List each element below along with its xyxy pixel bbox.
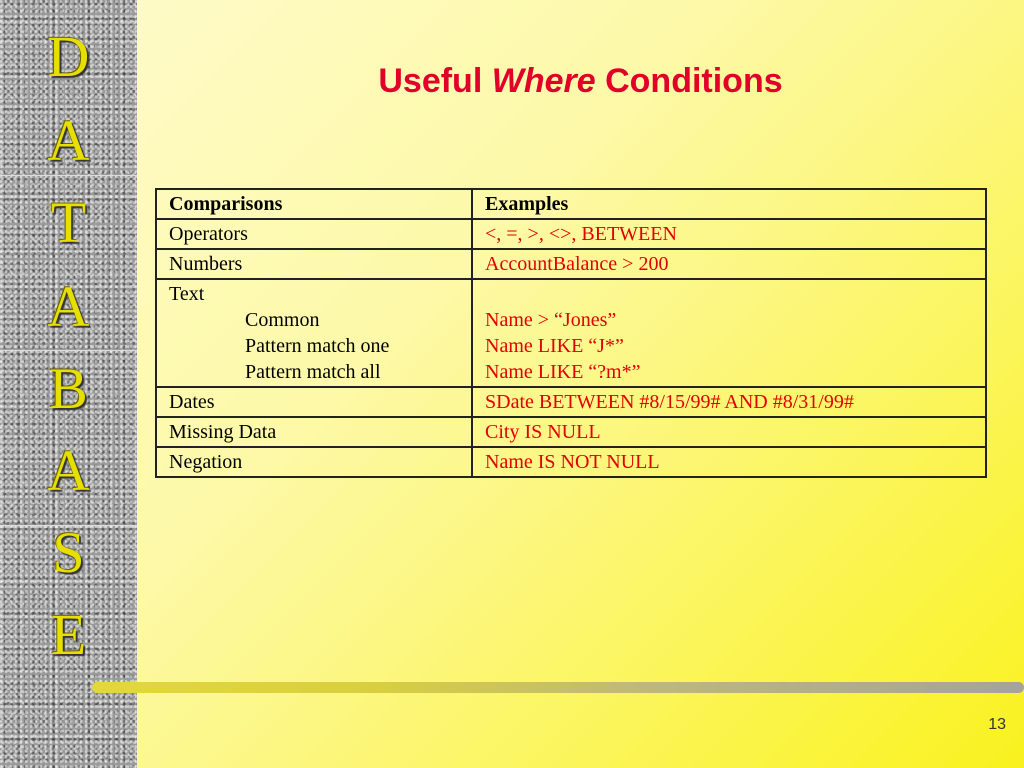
- row-example: Name IS NOT NULL: [472, 447, 986, 477]
- table-row: [156, 387, 986, 417]
- sidebar-seam: [0, 350, 137, 351]
- row-example: SDate BETWEEN #8/15/99# AND #8/31/99#: [472, 387, 986, 417]
- title-prefix: Useful: [378, 62, 483, 100]
- row-label: Numbers: [156, 249, 472, 279]
- sidebar-letter: A: [47, 274, 90, 339]
- sidebar-letter: D: [47, 24, 90, 89]
- row-label: Negation: [156, 447, 472, 477]
- decorative-bar: [92, 682, 1024, 693]
- title-italic: Where: [491, 62, 596, 100]
- row-label: Missing Data: [156, 417, 472, 447]
- table-row: [156, 447, 986, 477]
- text-sub-label: Common: [245, 309, 320, 331]
- sidebar-letter: B: [49, 356, 88, 421]
- sidebar-letter: S: [52, 520, 85, 585]
- text-example: Name LIKE “J*”: [485, 335, 624, 357]
- text-sub-label: Pattern match all: [245, 361, 381, 383]
- text-example: Name > “Jones”: [485, 309, 617, 331]
- header-comparisons: Comparisons: [156, 189, 472, 219]
- table-row: [156, 279, 986, 387]
- sidebar-letter: T: [50, 190, 87, 255]
- row-label: Operators: [156, 219, 472, 249]
- sidebar-letter: A: [47, 438, 90, 503]
- row-label-text: [156, 279, 472, 387]
- table-header-row: [156, 189, 986, 219]
- where-conditions-table: [155, 188, 987, 478]
- table-row: [156, 417, 986, 447]
- table-row: [156, 249, 986, 279]
- table-row: [156, 219, 986, 249]
- row-example: <, =, >, <>, BETWEEN: [472, 219, 986, 249]
- sidebar-letter: A: [47, 108, 90, 173]
- sidebar-letter: E: [50, 602, 87, 667]
- row-label: Dates: [156, 387, 472, 417]
- page-number: 13: [988, 716, 1006, 733]
- sidebar-seam: [0, 175, 137, 176]
- row-example: City IS NULL: [472, 417, 986, 447]
- text-example: Name LIKE “?m*”: [485, 361, 641, 383]
- title-suffix: Conditions: [605, 62, 783, 100]
- row-example: AccountBalance > 200: [472, 249, 986, 279]
- database-sidebar: [0, 0, 137, 768]
- row-example-text: [472, 279, 986, 387]
- header-examples: Examples: [472, 189, 986, 219]
- slide-title: [137, 62, 1024, 101]
- text-label: Text: [169, 283, 205, 305]
- text-sub-label: Pattern match one: [245, 335, 390, 357]
